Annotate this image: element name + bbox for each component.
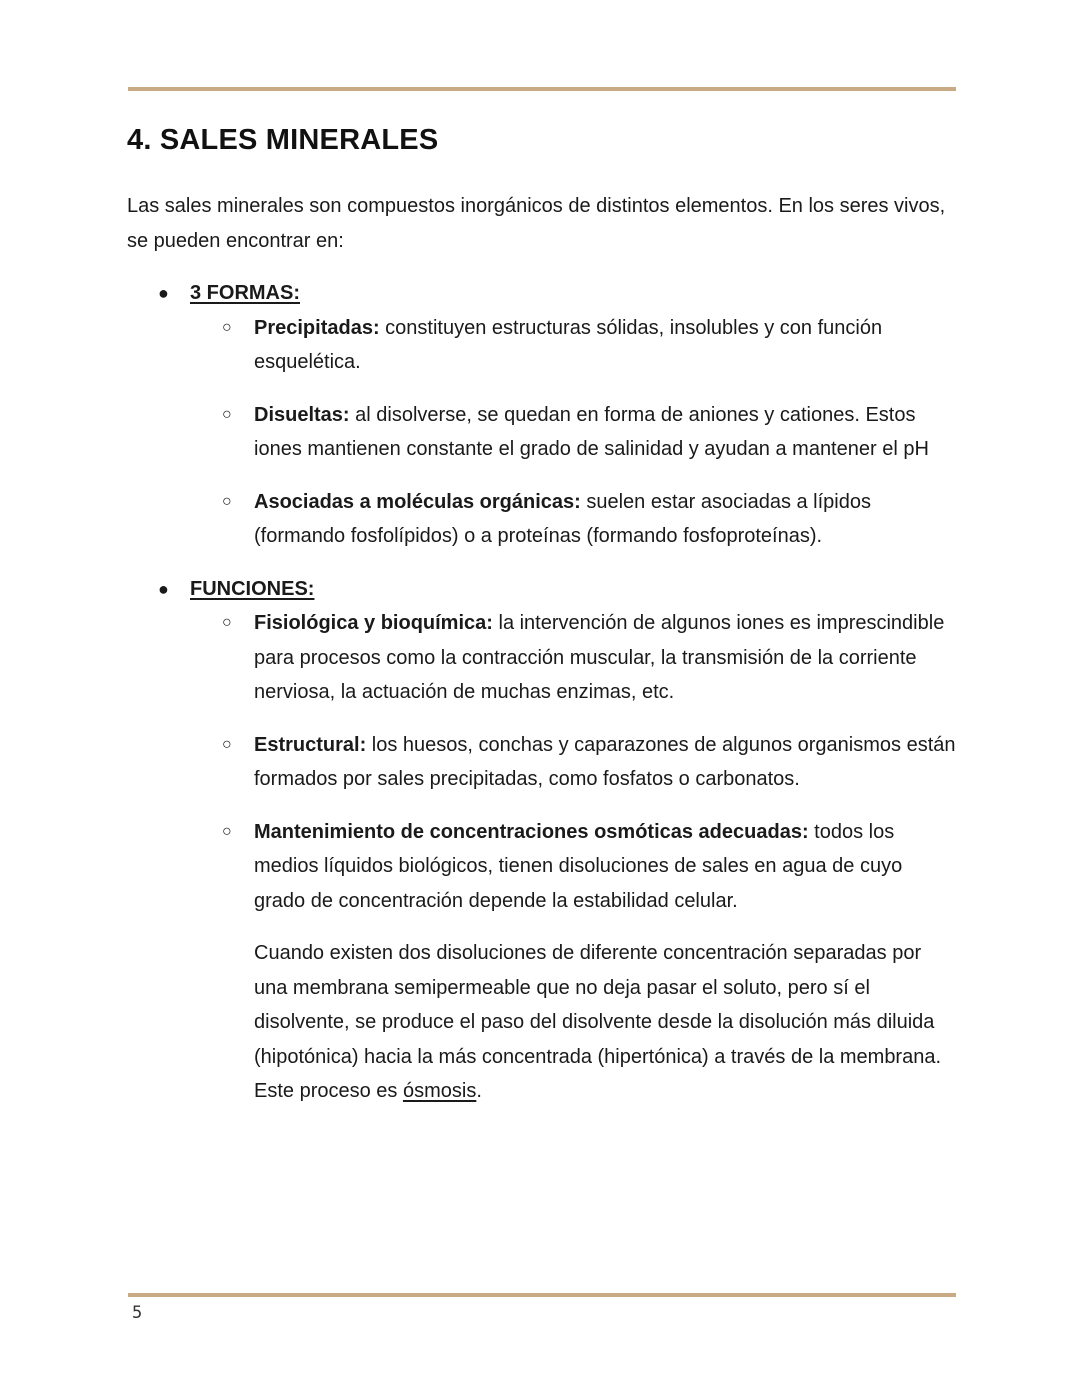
hollow-circle-icon: ○	[222, 614, 232, 631]
item-text: suelen estar asociadas a lípidos (formando fosfolípidos) o a proteínas (formando fosfoproteínas).	[254, 490, 871, 547]
list-item	[127, 398, 957, 467]
top-divider	[128, 87, 956, 91]
osmosis-paragraph	[254, 936, 957, 1109]
intro-paragraph: Las sales minerales son compuestos inorgánicos de distintos elementos. En los seres vivos, se pueden encontrar en:	[127, 195, 946, 252]
list-item	[127, 815, 957, 1109]
hollow-circle-icon: ○	[222, 735, 232, 753]
sub-list	[127, 311, 957, 554]
section-label: FUNCIONES:	[190, 577, 315, 600]
list-item	[127, 485, 957, 554]
list-item	[127, 311, 957, 380]
hollow-circle-icon: ○	[222, 405, 232, 423]
hollow-circle-icon: ○	[222, 318, 232, 336]
section-heading	[127, 572, 957, 607]
section-funciones	[127, 572, 957, 1109]
bullet-icon: ●	[158, 578, 169, 599]
item-text: todos los medios líquidos biológicos, tienen disoluciones de sales en agua de cuyo grado de concentración depende la estabilidad celular.	[254, 820, 903, 912]
item-text: al disolverse, se quedan en forma de aniones y cationes. Estos iones mantienen constante el grado de salinidad y ayudan a mantener el pH	[254, 403, 929, 460]
section-heading	[127, 276, 957, 311]
section-label: 3 FORMAS:	[190, 282, 300, 304]
item-term: Asociadas a moléculas orgánicas:	[254, 490, 581, 513]
page-title: 4. SALES MINERALES	[127, 124, 439, 156]
sub-list	[127, 606, 957, 1109]
list-item	[127, 728, 957, 797]
osmosis-end: .	[476, 1080, 482, 1102]
document-body	[127, 189, 957, 1127]
item-term: Estructural:	[254, 733, 367, 756]
item-term: Mantenimiento de concentraciones osmóticas adecuadas:	[254, 820, 809, 843]
bottom-divider	[128, 1293, 956, 1297]
page-number: 5	[132, 1303, 143, 1323]
section-formas	[127, 276, 957, 554]
item-text: los huesos, conchas y caparazones de algunos organismos están formados por sales precipitadas, como fosfatos o carbonatos.	[254, 733, 956, 790]
osmosis-text: Cuando existen dos disoluciones de diferente concentración separadas por una membrana semipermeable que no deja pasar el soluto, pero sí el disolvente, se produce el paso del disolvente desde la disolución más diluida (hipotónica) hacia la más concentrada (hipertónica) a través de la membrana. Este proceso es	[254, 942, 942, 1102]
item-text: constituyen estructuras sólidas, insolubles y con función esquelética.	[254, 316, 883, 373]
item-term: Disueltas:	[254, 403, 350, 426]
bullet-icon: ●	[158, 283, 169, 303]
list-item	[127, 606, 957, 710]
hollow-circle-icon: ○	[222, 822, 232, 840]
item-text: la intervención de algunos iones es imprescindible para procesos como la contracción muscular, la transmisión de la corriente nerviosa, la actuación de muchas enzimas, etc.	[254, 612, 945, 703]
osmosis-term: ósmosis	[402, 1080, 477, 1102]
item-term: Fisiológica y bioquímica:	[254, 612, 493, 634]
item-term: Precipitadas:	[254, 316, 380, 339]
hollow-circle-icon: ○	[222, 492, 232, 510]
